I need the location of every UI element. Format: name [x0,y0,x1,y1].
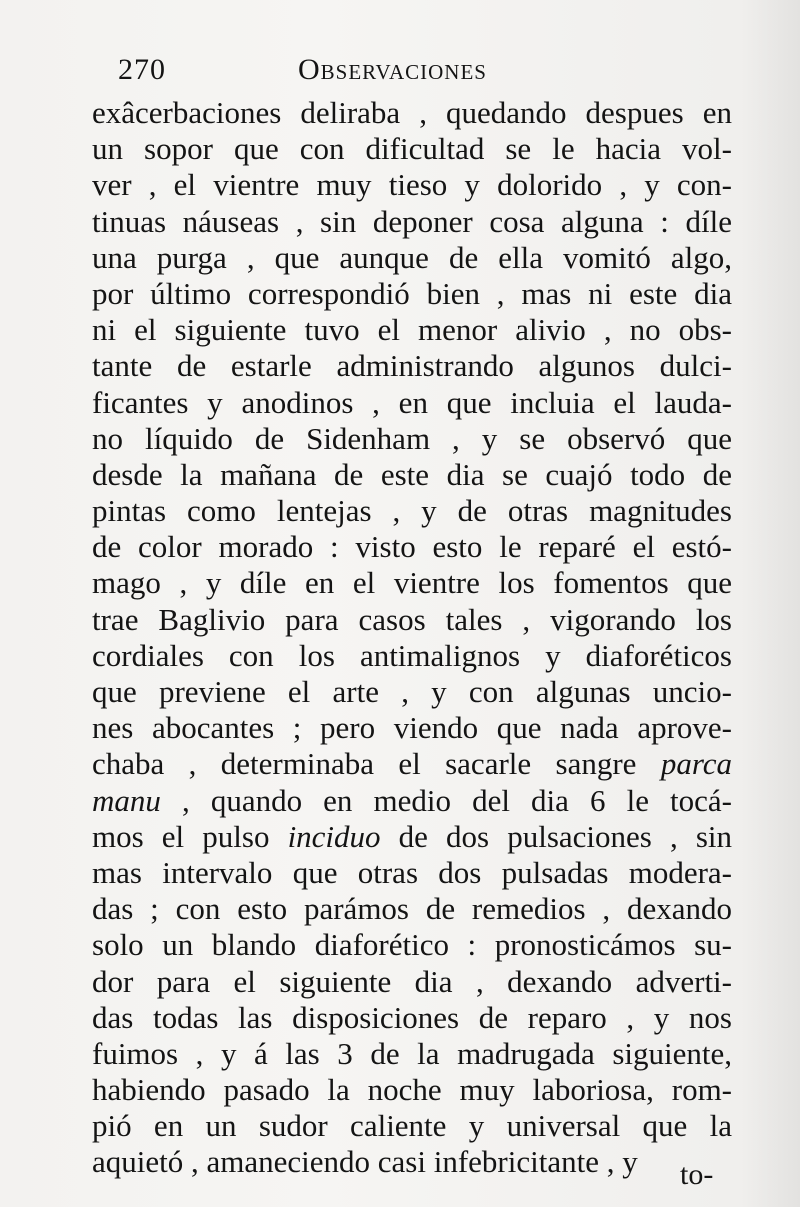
text-line [92,1036,732,1072]
text-line [92,602,732,638]
text-line [92,638,732,674]
text-segment: ver , el vientre muy tieso y dolorido , y con- [92,167,732,203]
text-segment: que previene el arte , y con algunas uncio- [92,674,732,709]
text-segment: das ; con esto parámos de remedios , dexando [92,891,732,927]
body-text [92,95,732,1181]
text-segment: por último correspondió bien , mas ni este dia [92,275,732,311]
italic-segment: parca [660,746,732,782]
text-segment: mas intervalo que otras dos pulsadas modera- [92,854,732,890]
text-line [92,927,732,963]
text-segment: un sopor que con dificultad se le hacia vol- [92,131,732,167]
text-line [92,131,732,167]
text-segment: desde la mañana de este dia se cuajó todo de [92,456,732,492]
text-line [92,964,732,1000]
text-line [92,746,732,782]
text-segment: dor para el siguiente dia , dexando adverti- [92,963,732,999]
text-line [92,819,732,855]
text-line [92,348,732,384]
text-line [92,493,732,529]
text-line [92,783,732,819]
text-line [92,855,732,891]
text-segment: solo un blando diaforético : pronosticámos su- [92,927,732,963]
text-segment: fuimos , y á las 3 de la madrugada siguiente, [92,1035,732,1071]
text-line [92,529,732,565]
running-head: Observaciones [298,53,487,86]
text-segment: exâcerbaciones deliraba , quedando despues en [92,95,732,130]
text-segment: ni el siguiente tuvo el menor alivio , no obs- [92,312,732,348]
text-segment: trae Baglivio para casos tales , vigorando los [92,601,732,637]
text-segment: tante de estarle administrando algunos dulci- [92,348,732,384]
text-segment: de dos pulsaciones , sin [380,818,732,854]
text-line [92,1072,732,1108]
text-line [92,710,732,746]
text-line [92,1000,732,1036]
text-line [92,240,732,276]
text-segment: mos el pulso [92,818,288,854]
text-line [92,204,732,240]
text-line [92,891,732,927]
page-edge-shadow [740,0,800,1207]
text-line [92,312,732,348]
text-segment: mago , y díle en el vientre los fomentos que [92,565,732,601]
text-segment: aquietó , amaneciendo casi infebricitante , y [92,1144,638,1180]
text-line [92,457,732,493]
page-header [118,50,598,90]
text-segment: pintas como lentejas , y de otras magnitudes [92,493,732,529]
page-number: 270 [118,53,166,86]
text-segment: cordiales con los antimalignos y diaforéticos [92,637,732,673]
text-line [92,167,732,203]
text-segment: nes abocantes ; pero viendo que nada aprove- [92,710,732,746]
text-segment: una purga , que aunque de ella vomitó algo, [92,239,732,275]
text-segment: chaba , determinaba el sacarle sangre [92,746,661,782]
text-line [92,565,732,601]
text-segment: , quando en medio del dia 6 le tocá- [160,782,732,818]
text-segment: pió en un sudor caliente y universal que la [92,1108,732,1144]
text-segment: de color morado : visto esto le reparé el estó- [92,529,732,565]
italic-segment: inciduo [287,818,381,854]
text-segment: habiendo pasado la noche muy laboriosa, rom- [92,1072,732,1108]
text-segment: das todas las disposiciones de reparo , y nos [92,999,732,1035]
text-line [92,95,732,131]
text-segment: no líquido de Sidenham , y se observó que [92,420,732,456]
text-line [92,674,732,710]
text-line [92,385,732,421]
text-segment: tinuas náuseas , sin deponer cosa alguna : díle [92,203,732,239]
catchword: to- [680,1158,714,1191]
text-line [92,421,732,457]
text-line [92,1144,732,1180]
text-line [92,276,732,312]
italic-segment: manu [92,782,161,818]
text-segment: ficantes y anodinos , en que incluia el lauda- [92,384,732,420]
text-line [92,1108,732,1144]
